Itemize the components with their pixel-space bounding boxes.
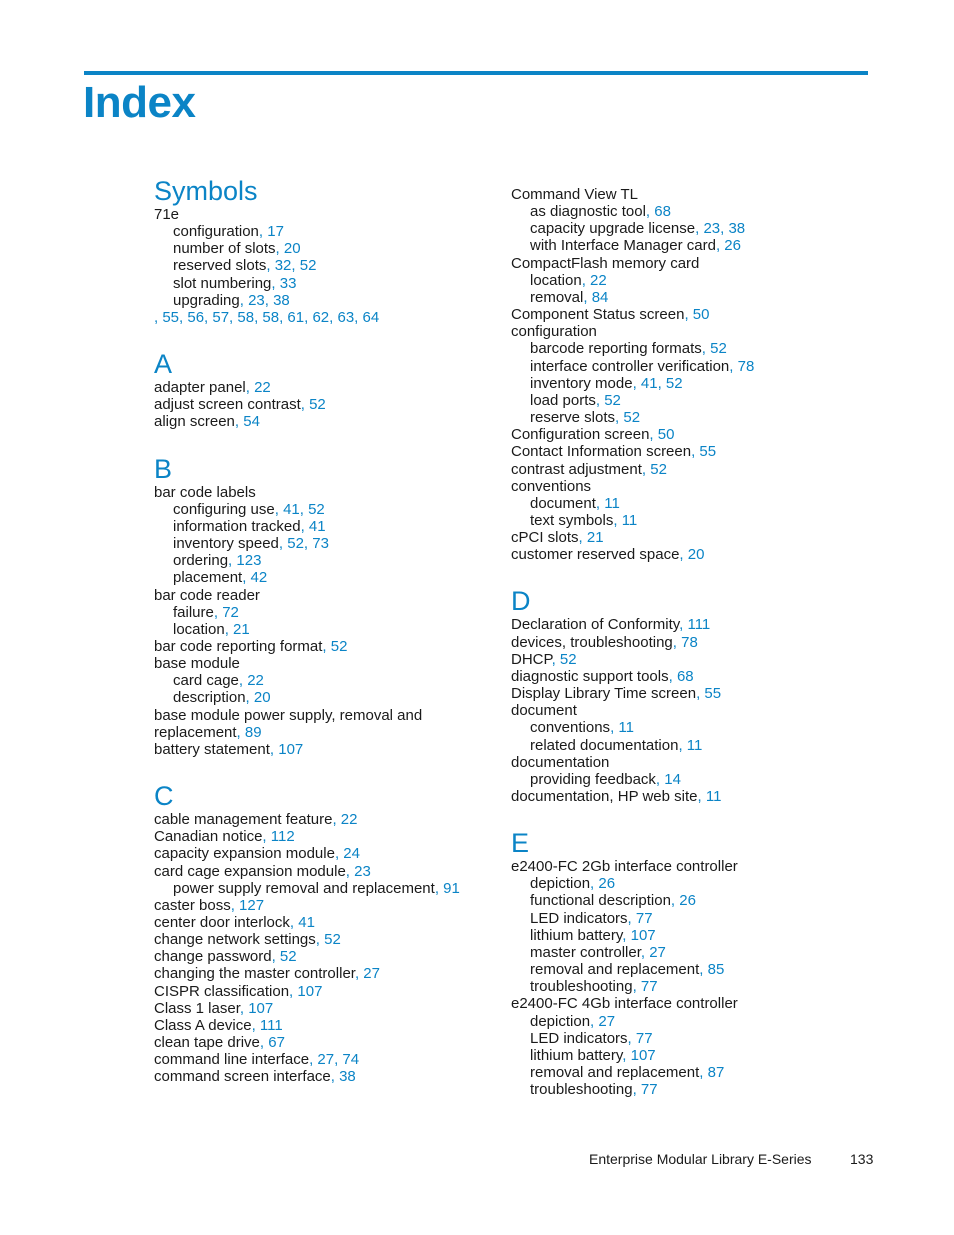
entry-term: e2400-FC 4Gb interface controller [511, 995, 738, 1013]
entry-term: command screen interface [154, 1068, 331, 1086]
entry-term: upgrading [173, 291, 240, 309]
index-entry [511, 306, 851, 323]
index-entry [154, 655, 494, 672]
page-reference-link[interactable]: , 42 [242, 569, 268, 587]
page-reference-link[interactable]: , 21 [578, 529, 604, 547]
entry-term: base module [154, 655, 240, 673]
entry-term: reserved slots [173, 257, 267, 275]
entry-term: depiction [530, 875, 591, 893]
page-reference-link[interactable]: , 127 [230, 896, 265, 914]
entry-term: Configuration screen [511, 426, 650, 444]
page-title: Index [83, 78, 196, 127]
entry-term: as diagnostic tool [530, 203, 646, 221]
page-reference-link[interactable]: , 23, 38 [695, 220, 746, 238]
entry-term: change password [154, 948, 272, 966]
index-subentry [511, 961, 851, 978]
section-letter-heading: A [154, 349, 173, 380]
page-reference-link[interactable]: , 50 [684, 306, 710, 324]
page-reference-link[interactable]: , 41, 52 [274, 500, 325, 518]
index-entry [154, 983, 494, 1000]
entry-term: ordering [173, 552, 229, 570]
page-reference-link[interactable]: , 41 [300, 517, 326, 535]
section-letter-heading: E [511, 828, 530, 859]
entry-term: documentation, HP web site [511, 788, 698, 805]
index-entry [511, 255, 851, 272]
page-reference-link[interactable]: , 22 [238, 672, 264, 690]
index-entry [511, 529, 851, 546]
entry-term: align screen [154, 413, 235, 431]
entry-term: Contact Information screen [511, 443, 692, 461]
index-entry [154, 811, 494, 828]
page-reference-link[interactable]: , 21 [224, 620, 250, 638]
page-reference-link[interactable]: , 52 [551, 650, 577, 668]
entry-term: base module power supply, removal and replacement [154, 706, 423, 741]
page-reference-link[interactable]: , 26 [715, 237, 741, 255]
index-subentry [511, 220, 851, 237]
index-subentry [511, 289, 851, 306]
index-section [511, 186, 851, 563]
page-reference-link[interactable]: , 54 [234, 413, 260, 431]
entry-term: cable management feature [154, 811, 333, 829]
entry-term: barcode reporting formats [530, 340, 702, 358]
page-reference-link[interactable]: , 55 [696, 685, 722, 703]
index-entry [511, 443, 851, 460]
section-letter-heading: B [154, 453, 173, 484]
page-reference-link[interactable]: , 107 [622, 1046, 656, 1064]
index-subentry [511, 272, 851, 289]
page-reference-link[interactable]: , 111 [251, 1016, 283, 1034]
index-entry [511, 788, 851, 805]
index-subentry [154, 672, 494, 689]
entry-term: capacity upgrade license [530, 220, 696, 238]
index-subentry [511, 375, 851, 392]
page-reference-link[interactable]: , 78 [729, 357, 755, 375]
index-subentry [511, 892, 851, 909]
entry-term: information tracked [173, 517, 301, 535]
page-reference-link[interactable]: , 52 [701, 340, 727, 358]
entry-term: change network settings [154, 931, 316, 949]
entry-term: command line interface [154, 1051, 310, 1069]
index-section [154, 349, 494, 430]
page-reference-link[interactable]: , 112 [262, 828, 295, 846]
entry-term: LED indicators [530, 1029, 628, 1047]
entry-term: cPCI slots [511, 529, 579, 547]
entry-term: capacity expansion module [154, 845, 335, 863]
page-reference-link[interactable]: , 89 [236, 723, 262, 741]
index-entry [511, 546, 851, 563]
entry-term: inventory speed [173, 535, 279, 553]
entry-term: diagnostic support tools [511, 667, 669, 685]
index-subentry [154, 621, 494, 638]
page-reference-link[interactable]: , 107 [622, 926, 656, 944]
entry-term: providing feedback [530, 770, 656, 788]
index-subentry [154, 240, 494, 257]
index-section [511, 586, 851, 805]
index-entry [511, 858, 851, 875]
entry-term: Component Status screen [511, 306, 685, 324]
entry-term: Command View TL [511, 186, 639, 203]
page-reference-link[interactable]: , 52 [315, 931, 341, 949]
entry-term: power supply removal and replacement [173, 879, 435, 897]
page-reference-link[interactable]: , 77 [627, 909, 653, 927]
index-entry [154, 897, 494, 914]
page-reference-link[interactable]: , 78 [672, 633, 698, 651]
entry-term: clean tape drive [154, 1034, 260, 1052]
entry-term: customer reserved space [511, 546, 680, 564]
entry-term: troubleshooting [530, 978, 633, 996]
index-entry [154, 965, 494, 982]
index-entry [154, 1051, 494, 1068]
index-subentry [154, 292, 494, 309]
footer-page-number: 133 [850, 1151, 874, 1167]
entry-term: Class A device [154, 1016, 252, 1034]
index-entry [511, 323, 851, 340]
page-reference-link[interactable]: , 11 [697, 788, 722, 805]
entry-term: with Interface Manager card [530, 237, 716, 255]
page-reference-link[interactable]: , 22 [581, 271, 607, 289]
page-reference-link[interactable]: , 107 [269, 740, 304, 758]
index-entry [511, 478, 851, 495]
entry-term: Class 1 laser [154, 999, 240, 1017]
index-entry [154, 914, 494, 931]
page-reference-link[interactable]: , 23 [345, 862, 371, 880]
page-reference-link[interactable]: , 14 [655, 770, 681, 788]
index-entry [154, 413, 494, 430]
page-reference-link[interactable]: , 77 [627, 1029, 653, 1047]
index-subentry [511, 944, 851, 961]
page-reference-link[interactable]: , 52 [595, 391, 621, 409]
entry-term: DHCP [511, 650, 552, 668]
entry-term: depiction [530, 1012, 591, 1030]
index-entry [154, 484, 494, 501]
page-reference-link[interactable]: , 107 [239, 999, 274, 1017]
title-rule [84, 71, 868, 75]
page-reference-link[interactable]: , 68 [668, 667, 694, 685]
index-subentry [511, 737, 851, 754]
index-subentry [511, 910, 851, 927]
entry-term: description [173, 689, 246, 707]
index-column-left [154, 176, 494, 1109]
page-reference-link[interactable]: , 55 [691, 443, 717, 461]
entry-term: master controller [530, 943, 641, 961]
page-reference-link[interactable]: , 85 [699, 961, 725, 979]
entry-term: caster boss [154, 896, 231, 914]
entry-term: documentation [511, 753, 610, 771]
index-section [154, 454, 494, 759]
entry-term: configuring use [173, 500, 275, 518]
index-entry [154, 707, 494, 741]
page-reference-link[interactable]: , 67 [259, 1034, 285, 1052]
index-entry [511, 634, 851, 651]
index-entry [154, 948, 494, 965]
index-subentry [154, 604, 494, 621]
index-subentry [511, 771, 851, 788]
page-reference-link[interactable]: , 27 [590, 1012, 616, 1030]
page-reference-link[interactable]: , 38 [330, 1068, 356, 1086]
page-reference-link[interactable]: , 27 [640, 943, 666, 961]
entry-term: battery statement [154, 740, 270, 758]
page-reference-link[interactable]: , 17 [258, 223, 284, 241]
page-reference-link[interactable]: , 52 [615, 409, 641, 427]
index-subentry [511, 237, 851, 254]
index-subentry [511, 1064, 851, 1081]
entry-term: bar code labels [154, 483, 256, 501]
entry-term: failure [173, 603, 214, 621]
entry-term: card cage [173, 672, 239, 690]
entry-term: center door interlock [154, 914, 290, 931]
index-subentry [154, 257, 494, 274]
entry-term: CompactFlash memory card [511, 254, 700, 272]
index-subentry [511, 927, 851, 944]
entry-term: location [173, 620, 225, 638]
entry-term: adjust screen contrast [154, 396, 301, 414]
entry-term: location [530, 271, 582, 289]
index-entry [511, 754, 851, 771]
entry-term: reserve slots [530, 409, 616, 427]
entry-term: adapter panel [154, 379, 246, 397]
page-reference-link[interactable]: , 72 [213, 603, 239, 621]
index-subentry [154, 275, 494, 292]
page-reference-link[interactable]: , 20 [679, 546, 705, 564]
index-entry [154, 309, 494, 326]
page-reference-link[interactable]: , 87 [699, 1064, 725, 1082]
index-entry [154, 828, 494, 845]
index-entry [154, 931, 494, 948]
page-reference-link[interactable]: , 41 [289, 914, 315, 931]
page-reference-link[interactable]: , 11 [610, 719, 634, 737]
page-reference-link[interactable]: , 27, 74 [309, 1051, 360, 1069]
index-subentry [154, 518, 494, 535]
index-entry [154, 863, 494, 880]
index-entry [154, 206, 494, 223]
index-subentry [154, 552, 494, 569]
entry-term: removal and replacement [530, 961, 700, 979]
page-reference-link[interactable]: , 123 [228, 552, 262, 570]
index-entry [154, 1017, 494, 1034]
page-reference-link[interactable]: , 52 [300, 396, 326, 414]
index-entry [511, 995, 851, 1012]
index-entry [154, 741, 494, 758]
entry-term: removal and replacement [530, 1064, 700, 1082]
entry-term: bar code reporting format [154, 637, 323, 655]
index-subentry [511, 1030, 851, 1047]
page-reference-link[interactable]: , 11 [595, 494, 620, 512]
index-entry [511, 651, 851, 668]
index-subentry [511, 1013, 851, 1030]
index-subentry [511, 875, 851, 892]
page-reference-link[interactable]: , 77 [632, 978, 658, 996]
entry-term: document [511, 702, 577, 720]
index-entry [154, 1034, 494, 1051]
page-reference-link[interactable]: , 84 [583, 288, 609, 306]
page-reference-link[interactable]: , 22 [245, 379, 271, 397]
index-entry [511, 702, 851, 719]
page-reference-link[interactable]: , 77 [632, 1081, 658, 1099]
index-subentry [154, 689, 494, 706]
page-reference-link[interactable]: , 52 [322, 637, 348, 655]
page-reference-link[interactable]: , 55, 56, 57, 58, 58, 61, 62, 63, 64 [154, 308, 380, 326]
index-entry [511, 461, 851, 478]
index-entry [511, 668, 851, 685]
entry-term: CISPR classification [154, 982, 290, 1000]
entry-term: Declaration of Conformity [511, 616, 680, 634]
index-entry [511, 426, 851, 443]
entry-term: Canadian notice [154, 828, 263, 846]
section-letter-heading: C [154, 781, 174, 812]
page-reference-link[interactable]: , 41, 52 [632, 374, 683, 392]
entry-term: lithium battery [530, 926, 623, 944]
entry-term: slot numbering [173, 274, 272, 292]
page-reference-link[interactable]: , 11 [678, 736, 703, 754]
page-reference-link[interactable]: , 111 [679, 616, 711, 634]
page-reference-link[interactable]: , 52, 73 [278, 535, 329, 553]
page-reference-link[interactable]: , 26 [670, 892, 696, 910]
entry-term: bar code reader [154, 586, 260, 604]
entry-term: interface controller verification [530, 357, 730, 375]
index-subentry [154, 569, 494, 586]
index-entry [154, 638, 494, 655]
page-reference-link[interactable]: , 22 [332, 811, 358, 829]
index-subentry [154, 535, 494, 552]
entry-term: configuration [511, 323, 597, 341]
page-reference-link[interactable]: , 68 [645, 203, 671, 221]
index-subentry [511, 495, 851, 512]
index-entry [511, 616, 851, 633]
entry-term: number of slots [173, 240, 276, 258]
page-reference-link[interactable]: , 23, 38 [239, 291, 290, 309]
entry-term: load ports [530, 391, 596, 409]
index-subentry [511, 512, 851, 529]
index-entry [154, 1068, 494, 1085]
section-letter-heading: D [511, 586, 531, 617]
index-entry [154, 845, 494, 862]
entry-term: troubleshooting [530, 1081, 633, 1099]
page-reference-link[interactable]: , 20 [245, 689, 271, 707]
entry-term: conventions [530, 719, 611, 737]
entry-term: configuration [173, 223, 259, 241]
page-reference-link[interactable]: , 27 [354, 965, 380, 983]
entry-term: LED indicators [530, 909, 628, 927]
entry-term: text symbols [530, 511, 614, 529]
entry-term: placement [173, 569, 243, 587]
entry-term: contrast adjustment [511, 460, 642, 478]
index-column-right [511, 186, 851, 1121]
section-letter-heading: Symbols [154, 176, 258, 206]
index-entry [154, 379, 494, 396]
index-subentry [154, 501, 494, 518]
index-entry [154, 587, 494, 604]
index-section [154, 781, 494, 1086]
page-reference-link[interactable]: , 20 [275, 240, 301, 258]
page-reference-link[interactable]: , 91 [434, 879, 460, 897]
index-subentry [511, 1081, 851, 1098]
entry-term: changing the master controller [154, 965, 355, 983]
index-subentry [154, 880, 494, 897]
entry-term: conventions [511, 477, 592, 495]
entry-term: related documentation [530, 736, 679, 754]
page-reference-link[interactable]: , 107 [289, 982, 323, 1000]
entry-term: functional description [530, 892, 671, 910]
index-subentry [511, 203, 851, 220]
page-reference-link[interactable]: , 52 [271, 948, 297, 966]
index-subentry [511, 392, 851, 409]
page-reference-link[interactable]: , 33 [271, 274, 297, 292]
index-entry [154, 396, 494, 413]
entry-term: card cage expansion module [154, 862, 346, 880]
entry-term: document [530, 494, 596, 512]
index-subentry [511, 1047, 851, 1064]
index-subentry [511, 719, 851, 736]
index-subentry [511, 358, 851, 375]
page-reference-link[interactable]: , 32, 52 [266, 257, 317, 275]
page-reference-link[interactable]: , 50 [649, 426, 675, 444]
entry-term: inventory mode [530, 374, 633, 392]
footer-document-title: Enterprise Modular Library E-Series [589, 1151, 812, 1167]
page-reference-link[interactable]: , 11 [613, 511, 638, 529]
entry-term: devices, troubleshooting [511, 633, 673, 651]
index-section [511, 828, 851, 1098]
entry-term: lithium battery [530, 1046, 623, 1064]
entry-term: removal [530, 288, 584, 306]
index-subentry [511, 978, 851, 995]
entry-term: e2400-FC 2Gb interface controller [511, 858, 738, 876]
index-subentry [511, 340, 851, 357]
entry-term: Display Library Time screen [511, 685, 697, 703]
page-reference-link[interactable]: , 26 [590, 875, 616, 893]
page-reference-link[interactable]: , 52 [641, 460, 667, 478]
entry-term: 71e [154, 206, 180, 223]
page-reference-link[interactable]: , 24 [334, 845, 360, 863]
index-entry [154, 1000, 494, 1017]
index-entry [511, 186, 851, 203]
index-section [154, 176, 494, 326]
index-subentry [511, 409, 851, 426]
index-entry [511, 685, 851, 702]
index-subentry [154, 223, 494, 240]
